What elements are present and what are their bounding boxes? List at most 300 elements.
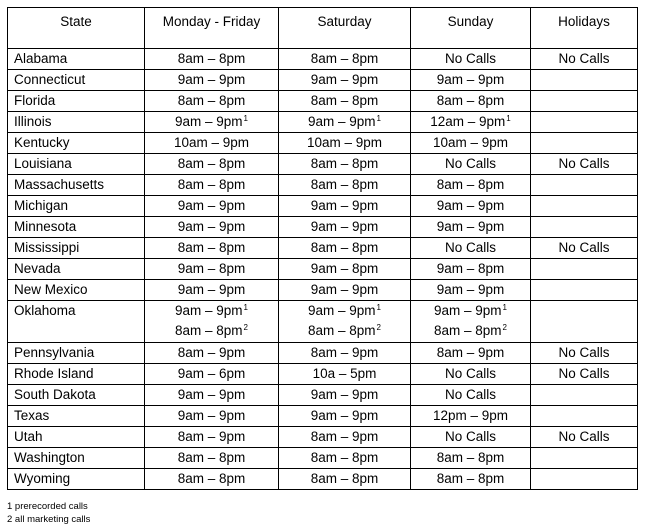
weekday-hours-line <box>149 427 274 447</box>
footnote-1: 1 prerecorded calls <box>7 501 88 512</box>
weekday-hours-line <box>149 238 274 258</box>
sunday-hours-line <box>415 91 526 111</box>
table-row <box>8 196 638 217</box>
table-row <box>8 280 638 301</box>
weekday-hours-line <box>149 217 274 237</box>
sunday-hours-line <box>415 406 526 426</box>
saturday-hours-text: 8am – 8pm <box>310 156 379 171</box>
state-cell <box>8 301 145 343</box>
saturday-hours-text: 8am – 8pm <box>310 450 379 465</box>
holidays-text <box>535 448 633 468</box>
saturday-hours-cell <box>279 217 411 238</box>
weekday-hours-text: 9am – 9pm <box>177 72 246 87</box>
holidays-cell <box>531 469 638 490</box>
sunday-hours-text: No Calls <box>444 366 496 381</box>
saturday-hours-line <box>283 49 406 69</box>
state-cell <box>8 91 145 112</box>
state-name: Massachusetts <box>14 177 105 192</box>
table-row <box>8 343 638 364</box>
saturday-hours-line <box>283 427 406 447</box>
saturday-hours-cell <box>279 364 411 385</box>
footnote-marker: 1 <box>376 302 381 312</box>
sunday-hours-text: 8am – 8pm <box>434 323 502 338</box>
weekday-hours-line <box>149 321 274 341</box>
saturday-hours-line <box>283 133 406 153</box>
state-cell <box>8 133 145 154</box>
sunday-hours-cell <box>411 301 531 343</box>
holidays-cell <box>531 427 638 448</box>
state-name: Nevada <box>14 261 61 276</box>
weekday-hours-cell <box>145 427 279 448</box>
state-cell <box>8 217 145 238</box>
table-row <box>8 154 638 175</box>
weekday-hours-cell <box>145 133 279 154</box>
state-cell <box>8 196 145 217</box>
saturday-hours-line <box>283 343 406 363</box>
saturday-hours-cell <box>279 196 411 217</box>
footnote-marker: 1 <box>502 302 507 312</box>
state-name: Michigan <box>14 198 69 213</box>
weekday-hours-line <box>149 196 274 216</box>
state-name: Texas <box>14 408 50 423</box>
sunday-hours-line <box>415 238 526 258</box>
holidays-cell <box>531 301 638 343</box>
sunday-hours-text: 9am – 9pm <box>436 219 505 234</box>
holidays-cell <box>531 154 638 175</box>
saturday-hours-line <box>283 175 406 195</box>
weekday-hours-line <box>149 112 274 132</box>
sunday-hours-cell <box>411 175 531 196</box>
holidays-text: No Calls <box>558 240 610 255</box>
weekday-hours-line <box>149 91 274 111</box>
state-cell <box>8 364 145 385</box>
sunday-hours-text: 10am – 9pm <box>432 135 509 150</box>
state-name: Minnesota <box>14 219 77 234</box>
weekday-hours-cell <box>145 49 279 70</box>
saturday-hours-text: 9am – 9pm <box>310 387 379 402</box>
state-cell <box>8 112 145 133</box>
state-cell <box>8 406 145 427</box>
saturday-hours-line <box>283 321 406 341</box>
weekday-hours-text: 9am – 9pm <box>177 387 246 402</box>
saturday-hours-cell <box>279 301 411 343</box>
holidays-cell <box>531 280 638 301</box>
sunday-hours-line <box>415 448 526 468</box>
weekday-hours-text: 9am – 9pm <box>177 282 246 297</box>
sunday-hours-cell <box>411 217 531 238</box>
weekday-hours-text: 8am – 8pm <box>177 240 246 255</box>
saturday-hours-cell <box>279 175 411 196</box>
holidays-cell <box>531 217 638 238</box>
table-row <box>8 70 638 91</box>
saturday-hours-cell <box>279 343 411 364</box>
sunday-hours-cell <box>411 469 531 490</box>
state-name: Alabama <box>14 51 68 66</box>
saturday-hours-line <box>283 217 406 237</box>
sunday-hours-text: 8am – 9pm <box>436 345 505 360</box>
state-name: Louisiana <box>14 156 72 171</box>
state-name: New Mexico <box>14 282 88 297</box>
saturday-hours-text: 8am – 8pm <box>310 93 379 108</box>
table-row <box>8 406 638 427</box>
saturday-hours-cell <box>279 154 411 175</box>
saturday-hours-line <box>283 364 406 384</box>
saturday-hours-text: 8am – 8pm <box>310 51 379 66</box>
sunday-hours-text: 9am – 8pm <box>436 261 505 276</box>
sunday-hours-text: No Calls <box>444 387 496 402</box>
holidays-cell <box>531 385 638 406</box>
saturday-hours-text: 8am – 9pm <box>310 345 379 360</box>
state-name: Mississippi <box>14 240 80 255</box>
saturday-hours-cell <box>279 133 411 154</box>
saturday-hours-text: 9am – 9pm <box>310 72 379 87</box>
weekday-hours-text: 9am – 6pm <box>177 366 246 381</box>
sunday-hours-line <box>415 217 526 237</box>
holidays-cell <box>531 91 638 112</box>
weekday-hours-cell <box>145 343 279 364</box>
holidays-text: No Calls <box>558 51 610 66</box>
state-name: Kentucky <box>14 135 70 150</box>
weekday-hours-line <box>149 154 274 174</box>
saturday-hours-text: 9am – 9pm <box>308 114 376 129</box>
state-name: Wyoming <box>14 471 71 486</box>
sunday-hours-text: 9am – 9pm <box>436 282 505 297</box>
state-name: Washington <box>14 450 85 465</box>
sunday-hours-text: No Calls <box>444 156 496 171</box>
calling-hours-table <box>7 7 638 490</box>
sunday-hours-line <box>415 321 526 341</box>
sunday-hours-line <box>415 427 526 447</box>
sunday-hours-line <box>415 175 526 195</box>
saturday-hours-cell <box>279 448 411 469</box>
state-cell <box>8 448 145 469</box>
saturday-hours-text: 8am – 8pm <box>310 471 379 486</box>
saturday-hours-line <box>283 469 406 489</box>
header-row <box>8 8 638 49</box>
weekday-hours-text: 8am – 8pm <box>177 51 246 66</box>
state-cell <box>8 70 145 91</box>
state-name: Utah <box>14 429 43 444</box>
saturday-hours-cell <box>279 385 411 406</box>
weekday-hours-line <box>149 280 274 300</box>
saturday-hours-text: 10a – 5pm <box>312 366 377 381</box>
weekday-hours-line <box>149 469 274 489</box>
holidays-text <box>535 175 633 195</box>
holidays-text: No Calls <box>558 429 610 444</box>
sunday-hours-line <box>415 301 526 321</box>
weekday-hours-line <box>149 49 274 69</box>
table-row <box>8 448 638 469</box>
state-name: Florida <box>14 93 56 108</box>
state-cell <box>8 259 145 280</box>
state-name: South Dakota <box>14 387 96 402</box>
holidays-text: No Calls <box>558 366 610 381</box>
sunday-hours-line <box>415 469 526 489</box>
sunday-hours-line <box>415 49 526 69</box>
state-name: Connecticut <box>14 72 86 87</box>
saturday-hours-text: 8am – 9pm <box>310 429 379 444</box>
sunday-hours-line <box>415 112 526 132</box>
sunday-hours-line <box>415 364 526 384</box>
holidays-text <box>535 259 633 279</box>
weekday-hours-cell <box>145 448 279 469</box>
sunday-hours-line <box>415 133 526 153</box>
holidays-cell <box>531 49 638 70</box>
weekday-hours-text: 8am – 8pm <box>177 93 246 108</box>
weekday-hours-text: 10am – 9pm <box>173 135 250 150</box>
saturday-hours-line <box>283 196 406 216</box>
saturday-hours-text: 9am – 9pm <box>310 219 379 234</box>
sunday-hours-cell <box>411 133 531 154</box>
weekday-hours-cell <box>145 196 279 217</box>
weekday-hours-text: 9am – 9pm <box>177 198 246 213</box>
weekday-hours-cell <box>145 280 279 301</box>
saturday-hours-cell <box>279 427 411 448</box>
footnote-marker: 1 <box>243 113 248 123</box>
table-row <box>8 364 638 385</box>
sunday-hours-text: 8am – 8pm <box>436 450 505 465</box>
weekday-hours-text: 8am – 8pm <box>177 156 246 171</box>
holidays-text <box>535 91 633 111</box>
sunday-hours-text: 12am – 9pm <box>430 114 506 129</box>
weekday-hours-text: 8am – 8pm <box>177 177 246 192</box>
weekday-hours-line <box>149 448 274 468</box>
state-cell <box>8 469 145 490</box>
saturday-hours-line <box>283 385 406 405</box>
holidays-cell <box>531 70 638 91</box>
header-holidays: Holidays <box>531 8 638 49</box>
table-row <box>8 175 638 196</box>
weekday-hours-cell <box>145 259 279 280</box>
header-state: State <box>8 8 145 49</box>
weekday-hours-line <box>149 406 274 426</box>
sunday-hours-cell <box>411 427 531 448</box>
weekday-hours-text: 9am – 9pm <box>177 408 246 423</box>
weekday-hours-text: 8am – 9pm <box>177 429 246 444</box>
holidays-cell <box>531 175 638 196</box>
sunday-hours-cell <box>411 448 531 469</box>
saturday-hours-line <box>283 301 406 321</box>
sunday-hours-line <box>415 154 526 174</box>
sunday-hours-cell <box>411 259 531 280</box>
saturday-hours-cell <box>279 238 411 259</box>
holidays-text: No Calls <box>558 345 610 360</box>
footnote-marker: 1 <box>506 113 511 123</box>
table-row <box>8 238 638 259</box>
table-row <box>8 301 638 343</box>
sunday-hours-cell <box>411 280 531 301</box>
weekday-hours-line <box>149 385 274 405</box>
weekday-hours-text: 8am – 8pm <box>175 323 243 338</box>
weekday-hours-text: 9am – 8pm <box>177 261 246 276</box>
saturday-hours-text: 9am – 9pm <box>310 282 379 297</box>
footnote-marker: 2 <box>243 322 248 332</box>
state-cell <box>8 385 145 406</box>
footnote-marker: 1 <box>376 113 381 123</box>
footnote-2: 2 all marketing calls <box>7 514 91 525</box>
saturday-hours-line <box>283 70 406 90</box>
state-cell <box>8 175 145 196</box>
header-weekday: Monday - Friday <box>145 8 279 49</box>
weekday-hours-cell <box>145 70 279 91</box>
weekday-hours-text: 8am – 9pm <box>177 345 246 360</box>
saturday-hours-line <box>283 448 406 468</box>
weekday-hours-cell <box>145 385 279 406</box>
sunday-hours-cell <box>411 196 531 217</box>
holidays-text <box>535 133 633 153</box>
table-row <box>8 133 638 154</box>
holidays-cell <box>531 448 638 469</box>
table-row <box>8 469 638 490</box>
saturday-hours-cell <box>279 70 411 91</box>
holidays-cell <box>531 364 638 385</box>
holidays-cell <box>531 343 638 364</box>
saturday-hours-cell <box>279 91 411 112</box>
weekday-hours-cell <box>145 175 279 196</box>
table-row <box>8 112 638 133</box>
sunday-hours-text: 8am – 8pm <box>436 471 505 486</box>
state-name: Oklahoma <box>14 303 76 318</box>
weekday-hours-cell <box>145 154 279 175</box>
calling-hours-sheet <box>7 7 637 490</box>
holidays-cell <box>531 133 638 154</box>
holidays-cell <box>531 196 638 217</box>
saturday-hours-cell <box>279 112 411 133</box>
header-saturday: Saturday <box>279 8 411 49</box>
sunday-hours-text: No Calls <box>444 429 496 444</box>
saturday-hours-line <box>283 154 406 174</box>
holidays-text <box>535 301 633 321</box>
weekday-hours-text: 9am – 9pm <box>175 303 243 318</box>
saturday-hours-text: 8am – 8pm <box>310 240 379 255</box>
saturday-hours-text: 9am – 8pm <box>310 261 379 276</box>
weekday-hours-text: 9am – 9pm <box>175 114 243 129</box>
weekday-hours-cell <box>145 406 279 427</box>
sunday-hours-text: 9am – 9pm <box>436 198 505 213</box>
sunday-hours-cell <box>411 91 531 112</box>
sunday-hours-cell <box>411 364 531 385</box>
table-row <box>8 385 638 406</box>
holidays-cell <box>531 406 638 427</box>
state-name: Rhode Island <box>14 366 94 381</box>
header-sunday: Sunday <box>411 8 531 49</box>
sunday-hours-cell <box>411 70 531 91</box>
saturday-hours-text: 8am – 8pm <box>308 323 376 338</box>
sunday-hours-cell <box>411 154 531 175</box>
weekday-hours-line <box>149 364 274 384</box>
holidays-text <box>535 469 633 489</box>
state-cell <box>8 154 145 175</box>
state-cell <box>8 280 145 301</box>
sunday-hours-cell <box>411 343 531 364</box>
weekday-hours-cell <box>145 469 279 490</box>
footnotes <box>7 500 90 526</box>
weekday-hours-cell <box>145 364 279 385</box>
saturday-hours-line <box>283 259 406 279</box>
state-cell <box>8 238 145 259</box>
sunday-hours-line <box>415 280 526 300</box>
sunday-hours-text: No Calls <box>444 51 496 66</box>
sunday-hours-line <box>415 259 526 279</box>
sunday-hours-text: 9am – 9pm <box>436 72 505 87</box>
sunday-hours-cell <box>411 49 531 70</box>
table-row <box>8 217 638 238</box>
table-row <box>8 427 638 448</box>
table-row <box>8 49 638 70</box>
sunday-hours-cell <box>411 385 531 406</box>
sunday-hours-cell <box>411 406 531 427</box>
weekday-hours-line <box>149 133 274 153</box>
saturday-hours-cell <box>279 280 411 301</box>
holidays-text: No Calls <box>558 156 610 171</box>
holidays-text <box>535 196 633 216</box>
holidays-cell <box>531 112 638 133</box>
sunday-hours-text: No Calls <box>444 240 496 255</box>
weekday-hours-line <box>149 301 274 321</box>
saturday-hours-line <box>283 280 406 300</box>
holidays-text <box>535 280 633 300</box>
saturday-hours-text: 9am – 9pm <box>308 303 376 318</box>
sunday-hours-text: 8am – 8pm <box>436 177 505 192</box>
weekday-hours-line <box>149 259 274 279</box>
holidays-text <box>535 70 633 90</box>
state-name: Illinois <box>14 114 52 129</box>
table-row <box>8 91 638 112</box>
weekday-hours-line <box>149 175 274 195</box>
saturday-hours-line <box>283 406 406 426</box>
saturday-hours-text: 8am – 8pm <box>310 177 379 192</box>
weekday-hours-cell <box>145 91 279 112</box>
sunday-hours-text: 8am – 8pm <box>436 93 505 108</box>
saturday-hours-text: 9am – 9pm <box>310 198 379 213</box>
sunday-hours-line <box>415 196 526 216</box>
weekday-hours-line <box>149 70 274 90</box>
saturday-hours-cell <box>279 406 411 427</box>
saturday-hours-text: 9am – 9pm <box>310 408 379 423</box>
state-cell <box>8 343 145 364</box>
saturday-hours-line <box>283 112 406 132</box>
state-cell <box>8 427 145 448</box>
state-cell <box>8 49 145 70</box>
saturday-hours-cell <box>279 259 411 280</box>
footnote-marker: 2 <box>376 322 381 332</box>
weekday-hours-text: 8am – 8pm <box>177 450 246 465</box>
table-row <box>8 259 638 280</box>
saturday-hours-text: 10am – 9pm <box>306 135 383 150</box>
weekday-hours-cell <box>145 301 279 343</box>
holidays-cell <box>531 259 638 280</box>
holidays-text <box>535 112 633 132</box>
holidays-text <box>535 385 633 405</box>
weekday-hours-line <box>149 343 274 363</box>
sunday-hours-line <box>415 343 526 363</box>
sunday-hours-text: 9am – 9pm <box>434 303 502 318</box>
weekday-hours-text: 9am – 9pm <box>177 219 246 234</box>
footnote-marker: 1 <box>243 302 248 312</box>
holidays-cell <box>531 238 638 259</box>
holidays-text <box>535 406 633 426</box>
weekday-hours-cell <box>145 112 279 133</box>
footnote-marker: 2 <box>502 322 507 332</box>
weekday-hours-cell <box>145 217 279 238</box>
saturday-hours-cell <box>279 49 411 70</box>
saturday-hours-cell <box>279 469 411 490</box>
sunday-hours-line <box>415 70 526 90</box>
weekday-hours-cell <box>145 238 279 259</box>
sunday-hours-text: 12pm – 9pm <box>432 408 509 423</box>
saturday-hours-line <box>283 238 406 258</box>
sunday-hours-cell <box>411 238 531 259</box>
